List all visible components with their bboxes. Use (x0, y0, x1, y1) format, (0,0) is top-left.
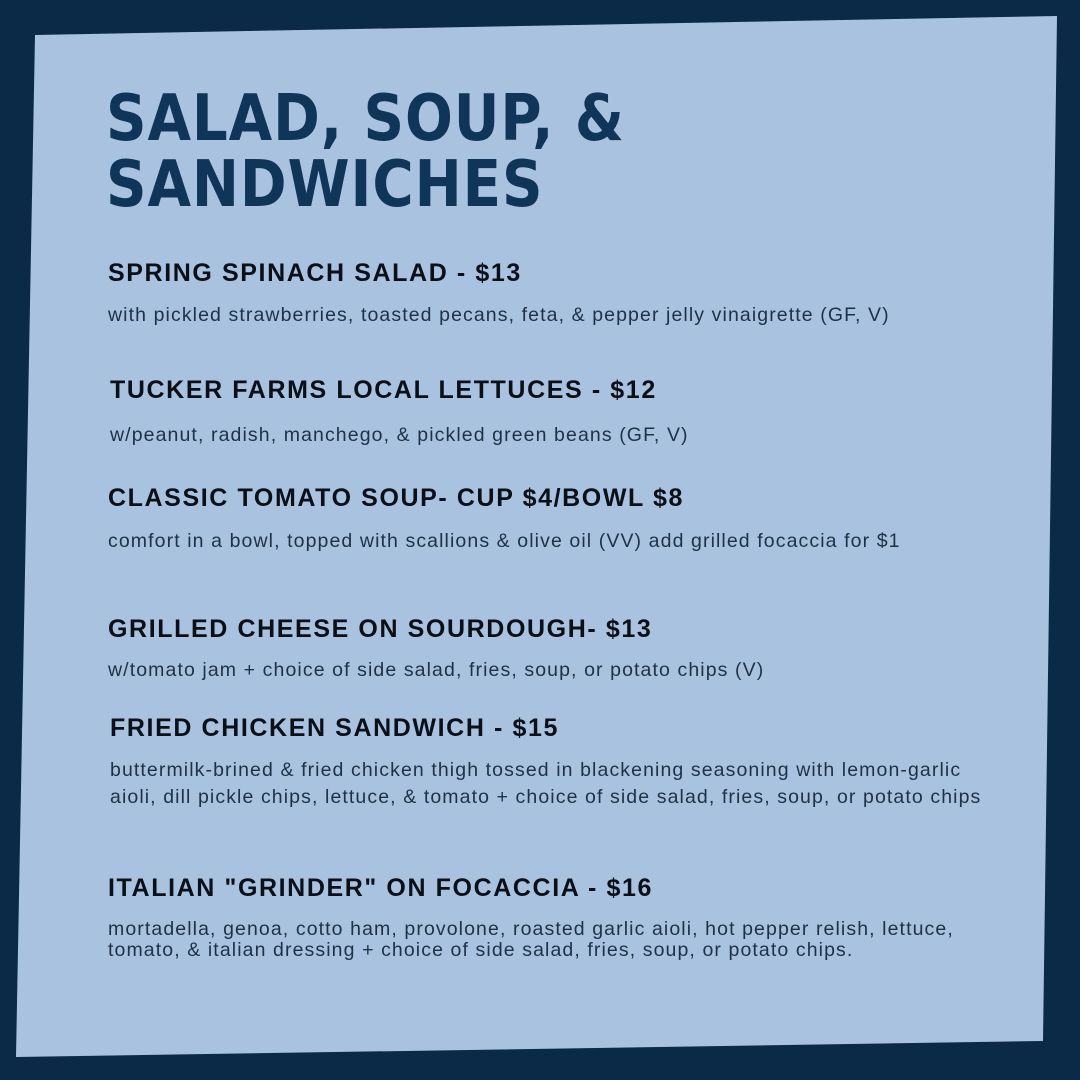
item-name-tomato-soup: CLASSIC TOMATO SOUP- CUP $4/BOWL $8 (108, 484, 684, 512)
item-desc-fried-chicken: buttermilk-brined & fried chicken thigh tossed in blackening seasoning with lemon-garlic aioli, dill pickle chips, lettuce, & tomato + choice of side salad, fries, soup, or potato chips (110, 759, 982, 808)
item-name-italian-grinder: ITALIAN "GRINDER" ON FOCACCIA - $16 (108, 874, 654, 902)
menu-title: SALAD, SOUP, & SANDWICHES (106, 82, 625, 222)
item-name-grilled-cheese: GRILLED CHEESE ON SOURDOUGH- $13 (108, 615, 653, 643)
item-desc-spinach-salad: with pickled strawberries, toasted pecans, feta, & pepper jelly vinaigrette (GF, V) (108, 304, 890, 326)
item-name-fried-chicken: FRIED CHICKEN SANDWICH - $15 (110, 714, 559, 742)
item-desc-tomato-soup: comfort in a bowl, topped with scallions & olive oil (VV) add grilled focaccia for $1 (108, 530, 901, 552)
item-name-local-lettuces: TUCKER FARMS LOCAL LETTUCES - $12 (110, 376, 657, 404)
item-desc-local-lettuces: w/peanut, radish, manchego, & pickled green beans (GF, V) (110, 424, 689, 446)
item-name-spinach-salad: SPRING SPINACH SALAD - $13 (108, 259, 522, 287)
item-desc-italian-grinder: mortadella, genoa, cotto ham, provolone, roasted garlic aioli, hot pepper relish, lettuce, tomato, & italian dressing + choice of side salad, fries, soup, or potato chips. (108, 918, 954, 961)
item-desc-grilled-cheese: w/tomato jam + choice of side salad, fries, soup, or potato chips (V) (108, 659, 765, 681)
